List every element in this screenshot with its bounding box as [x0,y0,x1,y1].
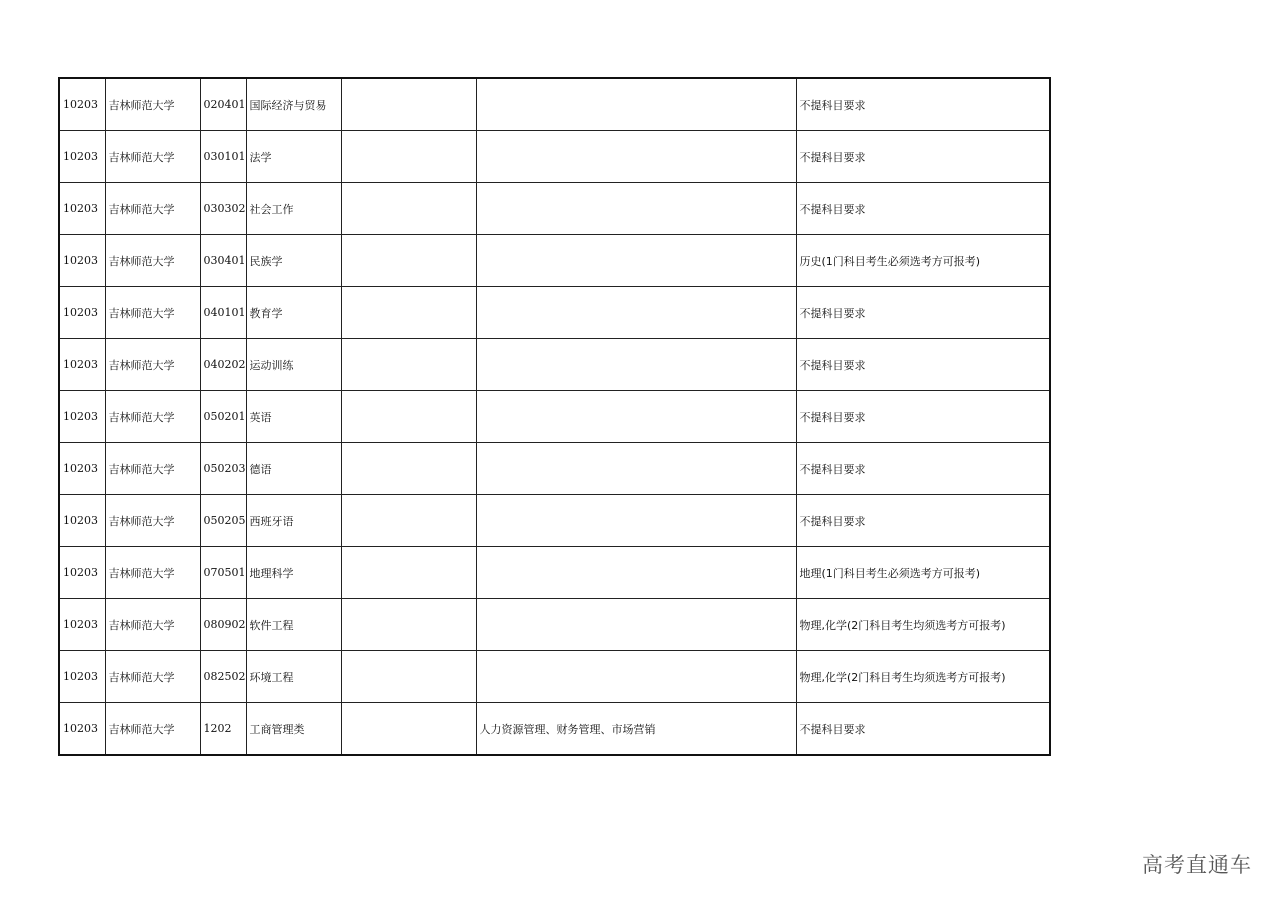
note-cell [341,391,476,443]
school-code-cell: 10203 [59,131,105,183]
major-code-cell: 1202 [200,703,246,756]
table-row [59,703,1050,756]
major-code-cell: 050201 [200,391,246,443]
note-cell [341,495,476,547]
included-majors-cell [476,183,796,235]
school-name-cell: 吉林师范大学 [105,183,200,235]
major-name-cell: 教育学 [246,287,341,339]
included-majors-cell [476,391,796,443]
watermark-text: 高考直通车 [1142,853,1252,877]
major-code-cell: 070501 [200,547,246,599]
note-cell [341,443,476,495]
school-code-cell: 10203 [59,287,105,339]
subject-requirement-cell: 不提科目要求 [796,287,1050,339]
school-code-cell: 10203 [59,495,105,547]
major-code-cell: 020401 [200,78,246,131]
table-row [59,131,1050,183]
table-row [59,599,1050,651]
school-name-cell: 吉林师范大学 [105,703,200,756]
major-name-cell: 软件工程 [246,599,341,651]
included-majors-cell [476,651,796,703]
subject-requirement-cell: 不提科目要求 [796,339,1050,391]
major-name-cell: 工商管理类 [246,703,341,756]
note-cell [341,651,476,703]
school-code-cell: 10203 [59,235,105,287]
major-name-cell: 英语 [246,391,341,443]
included-majors-cell [476,599,796,651]
note-cell [341,287,476,339]
subject-requirement-cell: 历史(1门科目考生必须选考方可报考) [796,235,1050,287]
school-name-cell: 吉林师范大学 [105,495,200,547]
school-name-cell: 吉林师范大学 [105,339,200,391]
subject-requirement-cell: 不提科目要求 [796,183,1050,235]
major-code-cell: 082502 [200,651,246,703]
subject-requirement-cell: 不提科目要求 [796,495,1050,547]
table-row [59,339,1050,391]
note-cell [341,235,476,287]
included-majors-cell [476,131,796,183]
major-code-cell: 050203 [200,443,246,495]
major-code-cell: 030101 [200,131,246,183]
table-row [59,651,1050,703]
subject-requirement-cell: 不提科目要求 [796,78,1050,131]
note-cell [341,339,476,391]
school-code-cell: 10203 [59,183,105,235]
table-row [59,235,1050,287]
table-row [59,495,1050,547]
included-majors-cell [476,339,796,391]
major-code-cell: 040202 [200,339,246,391]
table-row [59,391,1050,443]
subject-requirement-cell: 不提科目要求 [796,131,1050,183]
school-name-cell: 吉林师范大学 [105,391,200,443]
major-code-cell: 040101 [200,287,246,339]
major-name-cell: 运动训练 [246,339,341,391]
major-code-cell: 080902 [200,599,246,651]
school-name-cell: 吉林师范大学 [105,287,200,339]
school-name-cell: 吉林师范大学 [105,235,200,287]
note-cell [341,703,476,756]
subject-requirements-table [58,77,1051,756]
major-name-cell: 德语 [246,443,341,495]
table-body [59,78,1050,755]
table-row [59,547,1050,599]
included-majors-cell: 人力资源管理、财务管理、市场营销 [476,703,796,756]
major-name-cell: 地理科学 [246,547,341,599]
school-code-cell: 10203 [59,443,105,495]
school-code-cell: 10203 [59,391,105,443]
major-name-cell: 社会工作 [246,183,341,235]
included-majors-cell [476,443,796,495]
table-row [59,287,1050,339]
major-name-cell: 国际经济与贸易 [246,78,341,131]
subject-requirement-cell: 地理(1门科目考生必须选考方可报考) [796,547,1050,599]
table-row [59,78,1050,131]
major-name-cell: 法学 [246,131,341,183]
subject-requirement-cell: 物理,化学(2门科目考生均须选考方可报考) [796,651,1050,703]
subject-requirement-cell: 不提科目要求 [796,703,1050,756]
major-name-cell: 民族学 [246,235,341,287]
school-name-cell: 吉林师范大学 [105,651,200,703]
included-majors-cell [476,287,796,339]
subject-requirement-cell: 不提科目要求 [796,391,1050,443]
school-code-cell: 10203 [59,547,105,599]
school-code-cell: 10203 [59,703,105,756]
school-name-cell: 吉林师范大学 [105,131,200,183]
school-name-cell: 吉林师范大学 [105,78,200,131]
school-code-cell: 10203 [59,651,105,703]
subject-requirement-cell: 不提科目要求 [796,443,1050,495]
school-code-cell: 10203 [59,339,105,391]
note-cell [341,78,476,131]
table-row [59,183,1050,235]
school-name-cell: 吉林师范大学 [105,443,200,495]
table-row [59,443,1050,495]
note-cell [341,547,476,599]
note-cell [341,183,476,235]
major-code-cell: 030302 [200,183,246,235]
note-cell [341,599,476,651]
included-majors-cell [476,495,796,547]
subject-requirement-cell: 物理,化学(2门科目考生均须选考方可报考) [796,599,1050,651]
school-name-cell: 吉林师范大学 [105,599,200,651]
school-code-cell: 10203 [59,599,105,651]
major-name-cell: 环境工程 [246,651,341,703]
included-majors-cell [476,78,796,131]
note-cell [341,131,476,183]
included-majors-cell [476,235,796,287]
major-code-cell: 030401 [200,235,246,287]
major-name-cell: 西班牙语 [246,495,341,547]
included-majors-cell [476,547,796,599]
major-code-cell: 050205 [200,495,246,547]
school-code-cell: 10203 [59,78,105,131]
school-name-cell: 吉林师范大学 [105,547,200,599]
